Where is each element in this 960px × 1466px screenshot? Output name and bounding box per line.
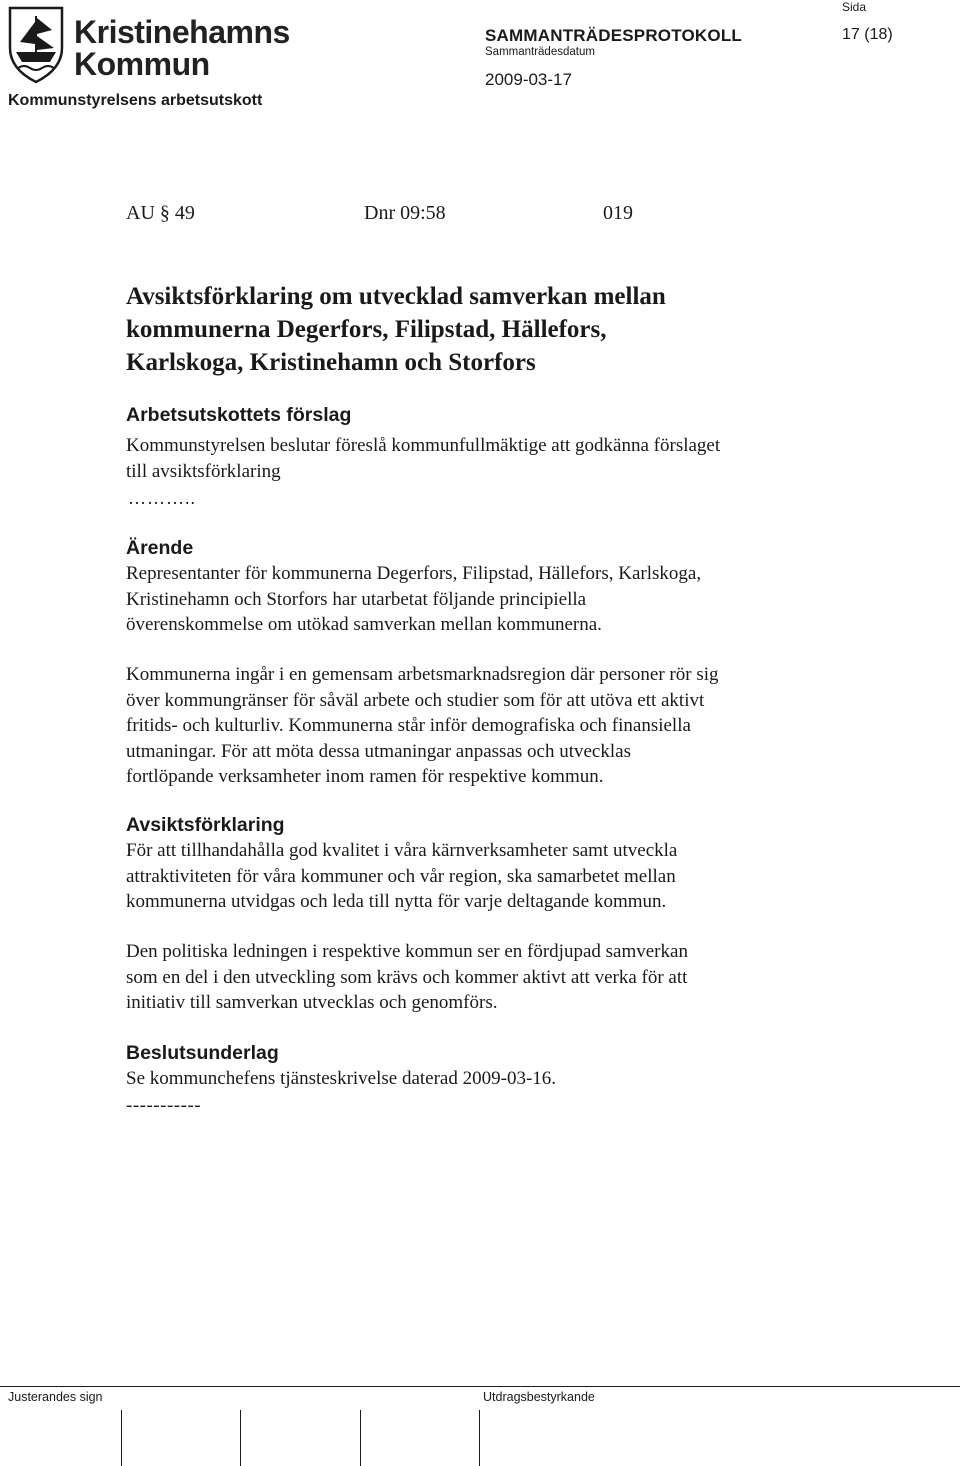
proposal-text	[126, 433, 720, 484]
meeting-date-label: Sammanträdesdatum	[485, 46, 595, 58]
matter-heading: Ärende	[126, 537, 194, 559]
declaration-paragraph-1	[126, 838, 677, 915]
meeting-date: 2009-03-17	[485, 70, 572, 89]
text-line: Kommunerna ingår i en gemensam arbetsmarknadsregion där personer rör sig	[126, 664, 719, 685]
classification-code: 019	[603, 202, 633, 224]
text-line: initiativ till samverkan utvecklas och genomförs.	[126, 992, 498, 1013]
ellipsis-dots: ………..	[128, 488, 196, 508]
document-type: SAMMANTRÄDESPROTOKOLL	[485, 26, 742, 45]
title-line: kommunerna Degerfors, Filipstad, Hällefors,	[126, 316, 607, 343]
signature-box-divider	[121, 1410, 122, 1466]
signers-label: Justerandes sign	[8, 1390, 103, 1404]
declaration-heading: Avsiktsförklaring	[126, 814, 285, 836]
text-line: som en del i den utveckling som krävs och kommer aktivt att verka för att	[126, 966, 688, 988]
text-line: För att tillhandahålla god kvalitet i våra kärnverksamheter samt utveckla	[126, 840, 678, 861]
title-line: Karlskoga, Kristinehamn och Storfors	[126, 349, 536, 376]
basis-text	[126, 1066, 556, 1092]
signature-box-divider	[479, 1410, 480, 1466]
signature-box-divider	[360, 1410, 361, 1466]
title-line: Avsiktsförklaring om utvecklad samverkan mellan	[126, 283, 666, 310]
paragraph-number: AU § 49	[126, 202, 195, 224]
declaration-paragraph-2	[126, 939, 688, 1016]
page-label: Sida	[842, 0, 867, 14]
text-line: överenskommelse om utökad samverkan mellan kommunerna.	[126, 614, 602, 635]
basis-heading: Beslutsunderlag	[126, 1042, 279, 1064]
signature-box-divider	[240, 1410, 241, 1466]
proposal-heading: Arbetsutskottets förslag	[126, 404, 352, 426]
page-number: 17 (18)	[842, 26, 893, 43]
text-line: fortlöpande verksamheter inom ramen för respektive kommun.	[126, 766, 604, 787]
text-line: utmaningar. För att möta dessa utmaningar anpassas och utvecklas	[126, 740, 631, 762]
text-line: till avsiktsförklaring	[126, 460, 281, 482]
text-line: Representanter för kommunerna Degerfors, Filipstad, Hällefors, Karlskoga,	[126, 563, 702, 584]
extract-certification-label: Utdragsbestyrkande	[483, 1390, 595, 1404]
logo-wordmark-line1: Kristinehamns	[74, 14, 290, 50]
separator-dashes: -----------	[126, 1095, 202, 1116]
text-line: attraktiviteten för våra kommuner och vår region, ska samarbetet mellan	[126, 865, 676, 887]
text-line: Kommunstyrelsen beslutar föreslå kommunfullmäktige att godkänna förslaget	[126, 435, 721, 456]
text-line: över kommungränser för såväl arbete och studier som för att utöva ett aktivt	[126, 689, 705, 711]
matter-paragraph-2	[126, 662, 719, 790]
text-line: Den politiska ledningen i respektive kommun ser en fördjupad samverkan	[126, 941, 688, 962]
logo-wordmark-line2: Kommun	[74, 46, 210, 82]
diary-number: Dnr 09:58	[364, 202, 446, 224]
text-line: Se kommunchefens tjänsteskrivelse daterad 2009-03-16.	[126, 1068, 557, 1089]
matter-paragraph-1	[126, 561, 701, 638]
text-line: kommunerna utvidgas och leda till nytta för varje deltagande kommun.	[126, 891, 667, 912]
text-line: fritids- och kulturliv. Kommunerna står inför demografiska och finansiella	[126, 715, 691, 736]
document-title	[126, 280, 666, 379]
committee-name: Kommunstyrelsens arbetsutskott	[8, 92, 263, 109]
text-line: Kristinehamn och Storfors har utarbetat följande principiella	[126, 588, 587, 610]
footer-divider	[0, 1386, 960, 1387]
